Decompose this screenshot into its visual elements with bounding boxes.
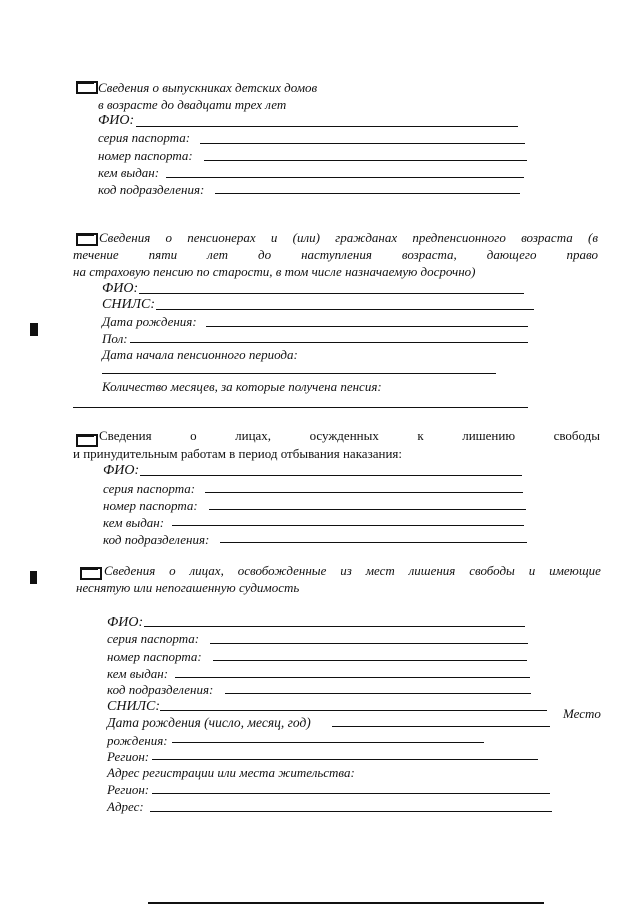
s4-w9: и [528,563,536,578]
s4-w8: свободы [469,563,515,578]
s3-fio-label: ФИО: [103,463,140,478]
s1-fio-label: ФИО: [98,113,135,128]
s3-issued-by-label: кем выдан: [103,515,165,530]
s2-pension-start-label: Дата начала пенсионного периода: [102,347,298,362]
s3-w3: лицах, [235,428,272,443]
s1-passport-series-label: серия паспорта: [98,130,191,145]
s2-title-line2 [73,247,598,263]
s2-snils-label: СНИЛС: [102,297,156,312]
s2-l2-w1: течение [73,247,119,262]
s4-issued-by-field[interactable] [175,677,530,678]
s2-fio-field[interactable] [139,293,524,294]
s2-l2-w6: возраста, [401,247,457,262]
s4-w10: имеющие [549,563,601,578]
checkbox-orphans[interactable] [76,81,98,94]
s4-birth-place-field[interactable] [172,742,484,743]
s2-sex-field[interactable] [130,342,528,343]
s3-w6: лишению [462,428,516,443]
s4-place-word: Место [563,706,601,721]
s4-w3: лицах, [189,563,224,578]
s2-l2-w8: право [566,247,598,262]
s2-pension-start-field[interactable] [102,373,496,374]
s2-w8: возраста [521,230,573,245]
s1-passport-number-field[interactable] [204,160,527,161]
s2-w3: пенсионерах [187,230,256,245]
s4-fio-label: ФИО: [107,615,144,630]
s2-snils-field[interactable] [156,309,534,310]
s4-issued-by-label: кем выдан: [107,666,169,681]
s2-title-line3: на страховую пенсию по старости, в том числе назначаемую досрочно) [73,264,476,279]
s3-w5: к [417,428,424,443]
s4-birth-place-label: рождения: [107,733,168,748]
s3-w2: о [190,428,197,443]
s3-fio-field[interactable] [140,475,522,476]
s2-l2-w5: наступления [301,247,372,262]
s4-birth-date-field[interactable] [332,726,550,727]
s2-fio-label: ФИО: [102,281,139,296]
s1-division-code-label: код подразделения: [98,182,205,197]
s2-w1: Сведения [99,230,151,245]
s2-birth-date-field[interactable] [206,326,528,327]
s1-issued-by-label: кем выдан: [98,165,160,180]
s4-w2: о [169,563,176,578]
s1-issued-by-field[interactable] [166,177,524,178]
s1-title-line1: Сведения о выпускниках детских домов [98,80,318,95]
s1-passport-series-field[interactable] [200,143,525,144]
s3-division-code-label: код подразделения: [103,532,210,547]
s2-w6: гражданах [335,230,398,245]
s3-title-line1 [99,428,600,444]
s3-title-line2: и принудительным работам в период отбывания наказания: [73,446,402,461]
s1-passport-number-label: номер паспорта: [98,148,193,163]
checkbox-pensioners[interactable] [76,233,98,246]
s4-region2-field[interactable] [152,793,550,794]
s4-address-heading: Адрес регистрации или места жительства: [107,765,355,780]
s3-division-code-field[interactable] [220,542,527,543]
s3-passport-number-field[interactable] [209,509,526,510]
s2-title-line1 [99,230,598,246]
s4-w6: мест [365,563,395,578]
s2-l2-w4: до [258,247,272,262]
s2-l2-w3: лет [207,247,229,262]
s4-division-code-field[interactable] [225,693,531,694]
s4-address-field[interactable] [150,811,552,812]
s4-title-line2: неснятую или непогашенную судимость [76,580,300,595]
s4-passport-series-field[interactable] [210,643,528,644]
s4-w1: Сведения [104,563,156,578]
s4-passport-number-field[interactable] [213,660,527,661]
s4-birth-date-label: Дата рождения (число, месяц, год) [107,715,311,730]
s2-w5: (или) [292,230,320,245]
s4-division-code-label: код подразделения: [107,682,214,697]
s4-fio-field[interactable] [144,626,525,627]
checkbox-released[interactable] [80,567,102,580]
scan-mark-top [30,323,38,336]
s2-sex-label: Пол: [102,331,128,346]
s2-w7: предпенсионного [412,230,506,245]
s1-fio-field[interactable] [136,126,518,127]
s4-address-label: Адрес: [107,799,144,814]
s3-passport-series-field[interactable] [205,492,523,493]
s4-passport-number-label: номер паспорта: [107,649,202,664]
s3-w4: осужденных [309,428,379,443]
s4-w5: из [340,563,352,578]
s4-w4: освобожденные [237,563,327,578]
scan-mark-bottom [30,571,37,584]
bottom-line [148,902,544,904]
s2-l2-w7: дающего [486,247,537,262]
s2-months-field[interactable] [73,407,528,408]
s2-months-label: Количество месяцев, за которые получена пенсия: [102,379,382,394]
s4-region2-label: Регион: [107,782,150,797]
s4-w7: лишения [408,563,456,578]
s2-birth-date-label: Дата рождения: [102,314,197,329]
s3-w1: Сведения [99,428,152,443]
s3-passport-series-label: серия паспорта: [103,481,196,496]
s4-snils-field[interactable] [160,710,547,711]
s3-issued-by-field[interactable] [172,525,524,526]
s4-region-field[interactable] [152,759,538,760]
s3-passport-number-label: номер паспорта: [103,498,198,513]
s4-region-label: Регион: [107,749,150,764]
s2-w9: (в [587,230,598,245]
s1-division-code-field[interactable] [215,193,520,194]
s3-w7: свободы [553,428,600,443]
s4-snils-label: СНИЛС: [107,699,161,714]
s2-l2-w2: пяти [148,247,178,262]
s2-w4: и [270,230,278,245]
s4-passport-series-label: серия паспорта: [107,631,200,646]
s2-w2: о [165,230,172,245]
s1-title-line2: в возрасте до двадцати трех лет [98,97,287,112]
s4-title-line1 [104,563,601,579]
